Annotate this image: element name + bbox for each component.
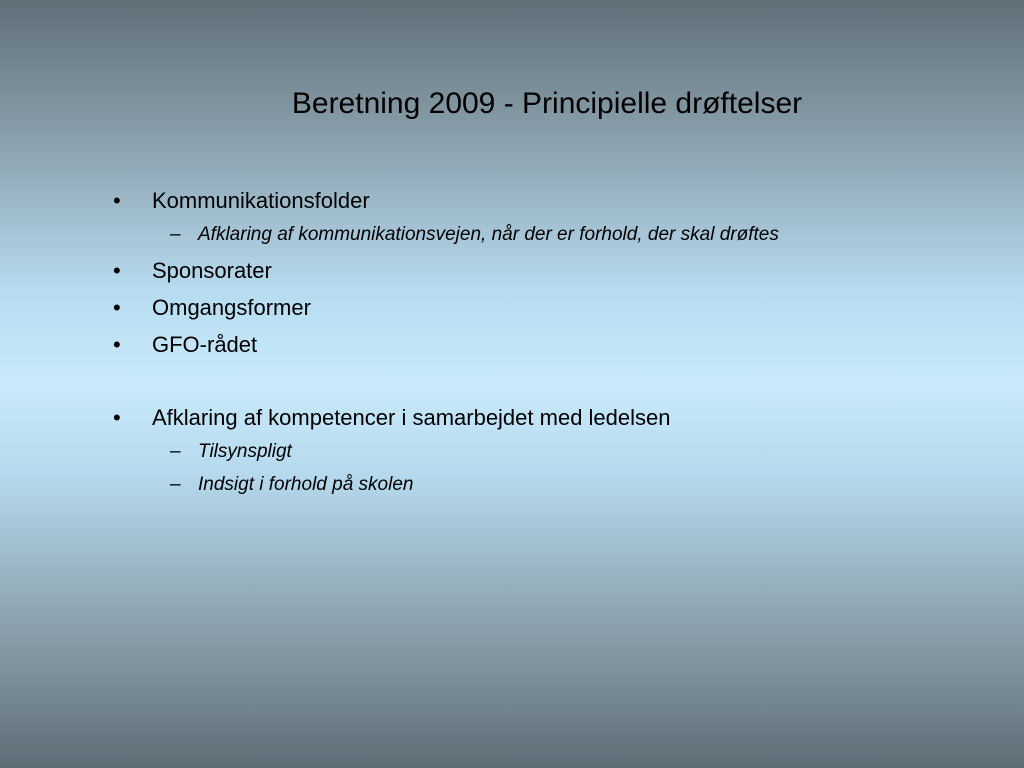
slide-title: Beretning 2009 - Principielle drøftelser bbox=[291, 87, 803, 120]
bullet-marker: • bbox=[113, 258, 121, 283]
list-item-text: Omgangsformer bbox=[152, 295, 311, 320]
sub-bullet-marker: – bbox=[170, 441, 181, 462]
sub-bullet-marker: – bbox=[170, 474, 181, 495]
list-item-text: Afklaring af kommunikationsvejen, når der er forhold, der skal drøftes bbox=[198, 224, 779, 245]
bullet-marker: • bbox=[113, 405, 121, 430]
bullet-marker: • bbox=[113, 188, 121, 213]
list-item-text: Afklaring af kompetencer i samarbejdet med ledelsen bbox=[152, 405, 671, 430]
list-item-text: Indsigt i forhold på skolen bbox=[198, 474, 414, 495]
list-item-text: Sponsorater bbox=[152, 258, 272, 283]
list-item-text: GFO-rådet bbox=[152, 332, 258, 357]
list-item-text: Tilsynspligt bbox=[198, 441, 292, 462]
bullet-marker: • bbox=[113, 295, 121, 320]
list-item-text: Kommunikationsfolder bbox=[152, 188, 370, 213]
bullet-marker: • bbox=[113, 332, 121, 357]
sub-bullet-marker: – bbox=[170, 224, 181, 245]
